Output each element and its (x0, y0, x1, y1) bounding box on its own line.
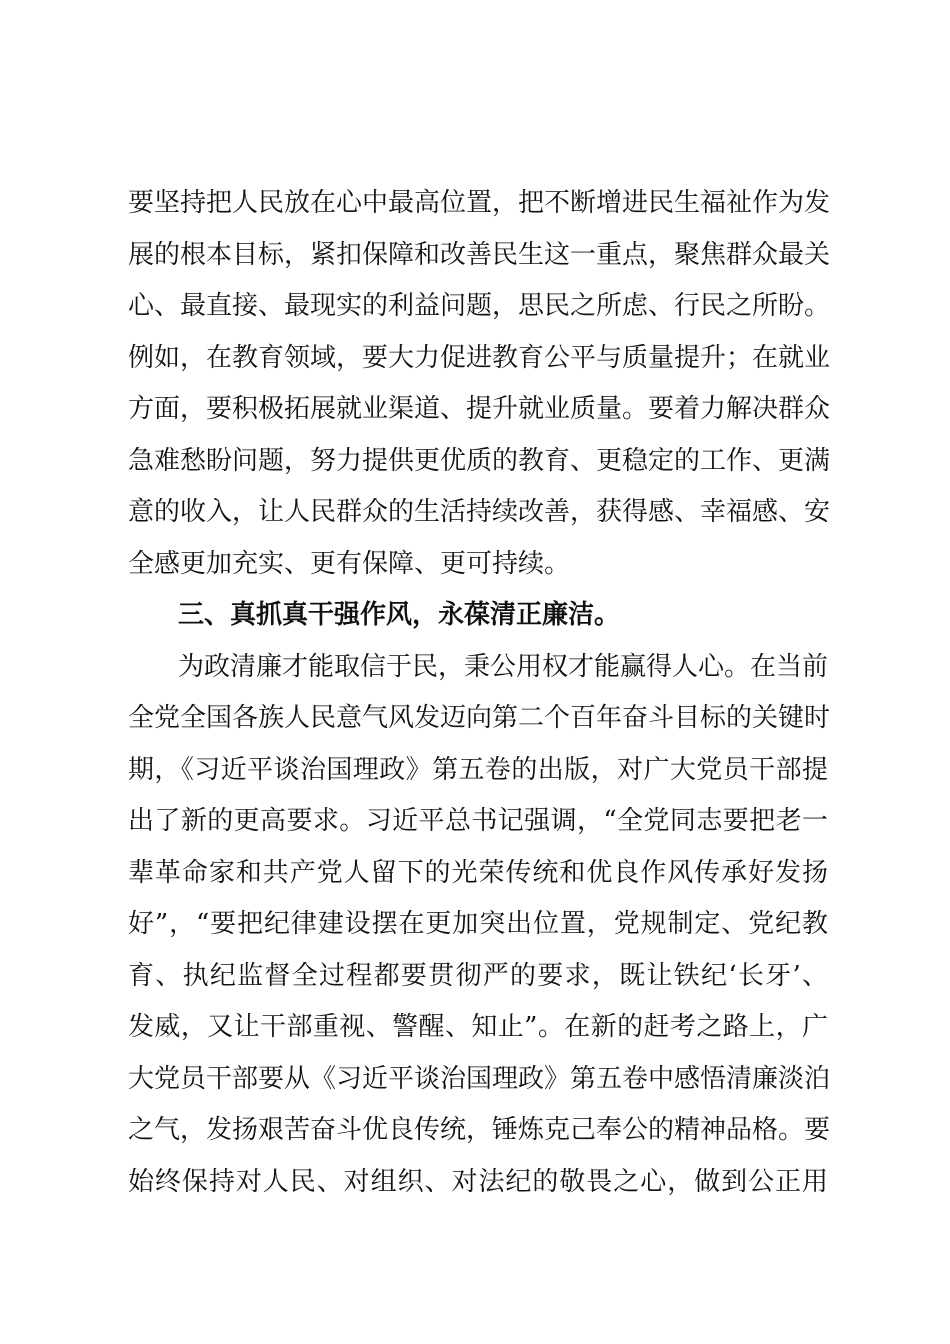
paragraph-2-line-4: 出了新的更高要求。习近平总书记强调，“全党同志要把老一 (128, 806, 828, 836)
paragraph-2-line-7: 育、执纪监督全过程都要贯彻严的要求，既让铁纪‘长牙’、 (128, 960, 828, 991)
paragraph-1-line-3: 心、最直接、最现实的利益问题，思民之所虑、行民之所盼。 (128, 291, 831, 321)
paragraph-2-line-10: 之气，发扬艰苦奋斗优良传统，锤炼克己奉公的精神品格。要 (128, 1115, 831, 1145)
paragraph-2-line-11: 始终保持对人民、对组织、对法纪的敬畏之心，做到公正用 (128, 1166, 828, 1197)
paragraph-2-line-5: 辈革命家和共产党人留下的光荣传统和优良作风传承好发扬 (128, 857, 828, 888)
paragraph-1-line-2: 展的根本目标，紧扣保障和改善民生这一重点，聚焦群众最关 (128, 239, 831, 270)
paragraph-2-line-1: 为政清廉才能取信于民，秉公用权才能赢得人心。在当前 (178, 651, 829, 682)
paragraph-1-line-4: 例如，在教育领域，要大力促进教育公平与质量提升；在就业 (128, 342, 831, 373)
paragraph-1-line-7: 意的收入，让人民群众的生活持续改善，获得感、幸福感、安 (128, 497, 831, 527)
paragraph-1-line-6: 急难愁盼问题，努力提供更优质的教育、更稳定的工作、更满 (128, 445, 831, 476)
paragraph-2-line-3: 期，《习近平谈治国理政》第五卷的出版，对广大党员干部提 (128, 754, 828, 785)
paragraph-2-line-9: 大党员干部要从《习近平谈治国理政》第五卷中感悟清廉淡泊 (128, 1063, 831, 1094)
paragraph-2-line-6: 好”，“要把纪律建设摆在更加突出位置，党规制定、党纪教 (128, 909, 828, 939)
document-body (128, 178, 831, 1208)
paragraph-1-line-1: 要坚持把人民放在心中最高位置，把不断增进民生福祉作为发 (128, 188, 831, 218)
paragraph-2-line-2: 全党全国各族人民意气风发迈向第二个百年奋斗目标的关键时 (128, 703, 831, 733)
paragraph-1-line-8: 全感更加充实、更有保障、更可持续。 (128, 548, 571, 579)
section-heading: 三、真抓真干强作风，永葆清正廉洁。 (178, 600, 621, 630)
paragraph-2-line-8: 发威，又让干部重视、警醒、知止”。在新的赶考之路上，广 (128, 1012, 828, 1042)
paragraph-1-line-5: 方面，要积极拓展就业渠道、提升就业质量。要着力解决群众 (128, 394, 831, 424)
